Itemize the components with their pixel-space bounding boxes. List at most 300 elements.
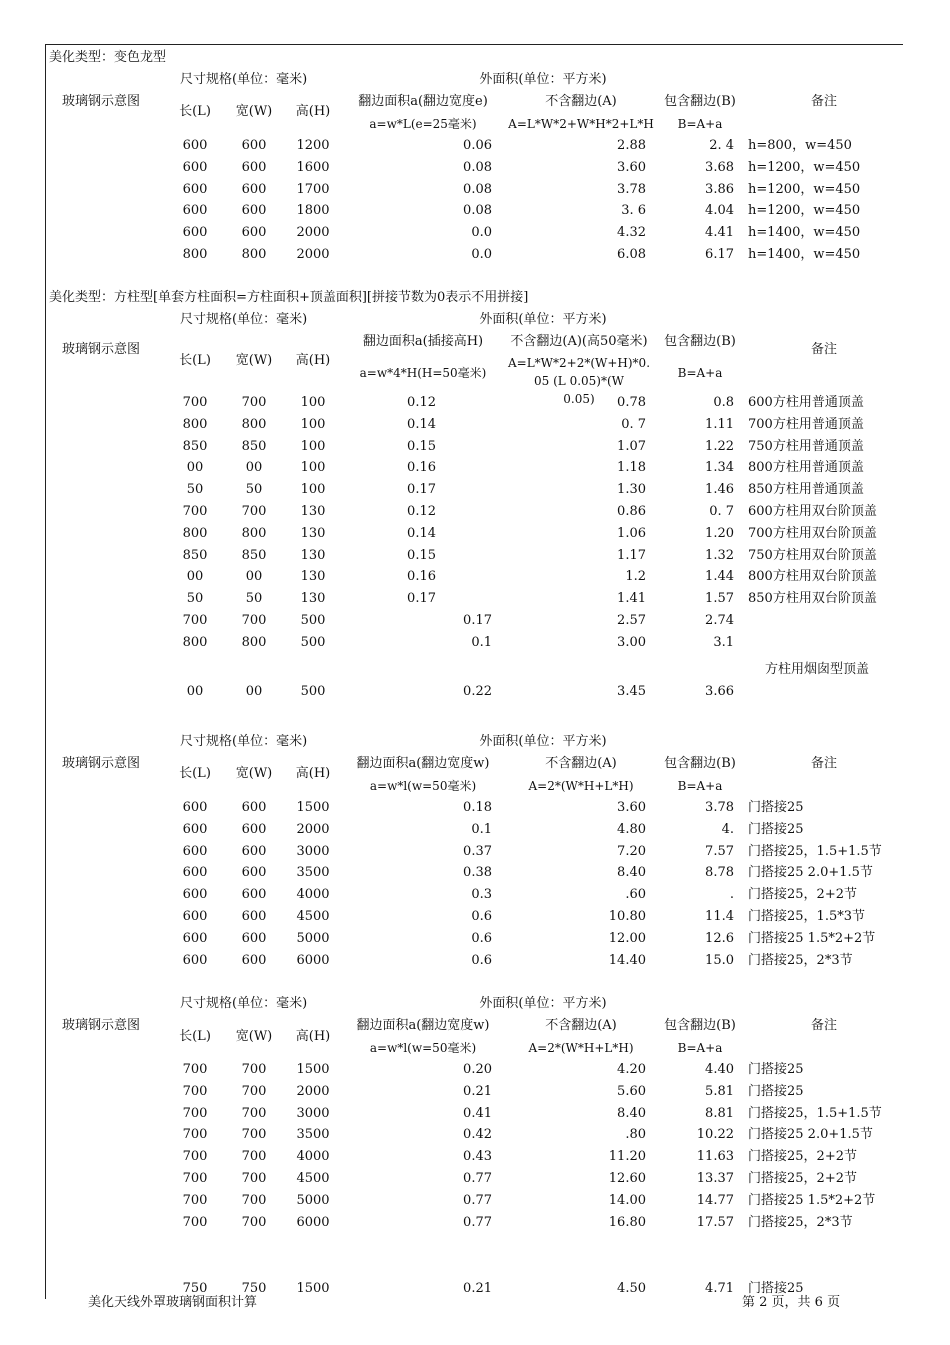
excl-flange-formula: A=2*(W*H+L*H) (528, 1041, 634, 1055)
cell-a: 0.41 (463, 1106, 492, 1121)
cell-n: 850方柱用双台阶顶盖 (748, 591, 877, 606)
cell-h: 1700 (296, 182, 330, 197)
cell-A: 1.17 (617, 548, 646, 563)
cell-l: 700 (182, 504, 208, 519)
cell-w: 700 (241, 1062, 267, 1077)
cell-h: 4500 (296, 909, 330, 924)
cell-h: 6000 (296, 953, 330, 968)
cell-B: 6.17 (705, 247, 734, 262)
cell-h: 130 (300, 504, 326, 519)
cell-B: 4.40 (705, 1062, 734, 1077)
cell-A: 8.40 (617, 865, 646, 880)
cell-h: 130 (300, 548, 326, 563)
cell-n: h=800，w=450 (748, 138, 852, 153)
cell-h: 2000 (296, 247, 330, 262)
cell-w: 850 (241, 548, 267, 563)
height-header: 高(H) (295, 353, 331, 368)
flange-formula: a=w*4*H(H=50毫米) (359, 366, 487, 380)
cell-h: 4000 (296, 887, 330, 902)
cell-l: 700 (182, 1171, 208, 1186)
remarks-header: 备注 (810, 756, 838, 771)
cell-w: 700 (241, 613, 267, 628)
cell-A: 0.78 (617, 395, 646, 410)
cell-w: 600 (241, 800, 267, 815)
cell-B: 8.78 (705, 865, 734, 880)
cell-A: 12.00 (608, 931, 646, 946)
footer-title: 美化天线外罩玻璃钢面积计算 (88, 1295, 258, 1310)
remarks-header: 备注 (810, 94, 838, 109)
cell-w: 700 (241, 1215, 267, 1230)
cell-A: 0. 7 (621, 417, 646, 432)
cell-B: 1.44 (705, 569, 734, 584)
cell-B: 1.57 (705, 591, 734, 606)
cell-l: 800 (182, 526, 208, 541)
cell-w: 700 (241, 1106, 267, 1121)
cell-B: 3.1 (713, 635, 734, 650)
cell-A: 3. 6 (621, 203, 646, 218)
cell-n: h=1200，w=450 (748, 203, 861, 218)
cell-l: 50 (186, 591, 204, 606)
cell-A: 4.20 (617, 1062, 646, 1077)
cell-B: 4.71 (705, 1281, 734, 1296)
cell-a: 0.43 (463, 1149, 492, 1164)
cell-A: 3.45 (617, 684, 646, 699)
cell-w: 00 (245, 569, 263, 584)
chimney-cap-note: 方柱用烟囱型顶盖 (765, 662, 870, 677)
cell-w: 600 (241, 203, 267, 218)
cell-n: h=1200，w=450 (748, 160, 861, 175)
cell-B: 2. 4 (709, 138, 734, 153)
area-header: 外面积(单位：平方米) (479, 312, 607, 327)
cell-A: 0.86 (617, 504, 646, 519)
cell-a: 0.17 (463, 613, 492, 628)
cell-n: 600方柱用普通顶盖 (748, 395, 864, 410)
cell-B: 0.8 (713, 395, 734, 410)
cell-l: 600 (182, 844, 208, 859)
cell-B: 4.41 (705, 225, 734, 240)
cell-a: 0.21 (463, 1084, 492, 1099)
cell-a: 0.22 (463, 684, 492, 699)
cell-l: 700 (182, 1215, 208, 1230)
cell-l: 700 (182, 1084, 208, 1099)
cell-B: 13.37 (696, 1171, 734, 1186)
cell-A: 14.00 (608, 1193, 646, 1208)
section-type-label: 美化类型：方柱型[单套方柱面积=方柱面积+顶盖面积][拼接节数为0表示不用拼接] (49, 290, 529, 305)
cell-a: 0.37 (463, 844, 492, 859)
cell-n: 门搭接25 2.0+1.5节 (748, 1127, 873, 1142)
cell-h: 3500 (296, 1127, 330, 1142)
incl-flange-formula: B=A+a (677, 1041, 723, 1055)
cell-n: 750方柱用普通顶盖 (748, 439, 864, 454)
cell-h: 100 (300, 395, 326, 410)
excl-flange-formula: A=2*(W*H+L*H) (528, 779, 634, 793)
cell-A: 4.80 (617, 822, 646, 837)
cell-l: 700 (182, 1106, 208, 1121)
incl-flange-header: 包含翻边(B) (664, 1018, 736, 1033)
cell-l: 600 (182, 865, 208, 880)
cell-w: 750 (241, 1281, 267, 1296)
cell-a: 0.12 (407, 504, 436, 519)
cell-l: 700 (182, 1127, 208, 1142)
cell-l: 600 (182, 931, 208, 946)
diagram-header: 玻璃钢示意图 (62, 1018, 141, 1033)
cell-A: 2.57 (617, 613, 646, 628)
cell-h: 1500 (296, 1062, 330, 1077)
cell-w: 600 (241, 822, 267, 837)
cell-B: 3.68 (705, 160, 734, 175)
cell-h: 2000 (296, 822, 330, 837)
cell-A: 1.2 (625, 569, 646, 584)
cell-A: 3.60 (617, 160, 646, 175)
cell-a: 0.77 (463, 1193, 492, 1208)
cell-h: 500 (300, 684, 326, 699)
cell-a: 0.6 (471, 931, 492, 946)
cell-a: 0.08 (463, 203, 492, 218)
cell-w: 850 (241, 439, 267, 454)
cell-n: 800方柱用普通顶盖 (748, 460, 864, 475)
cell-a: 0.15 (407, 439, 436, 454)
cell-l: 600 (182, 953, 208, 968)
flange-formula: a=w*l(w=50毫米) (369, 1041, 477, 1055)
excl-flange-formula: 05 (L 0.05)*(W (534, 374, 624, 388)
cell-A: 6.08 (617, 247, 646, 262)
size-spec-header: 尺寸规格(单位：毫米) (180, 734, 308, 749)
cell-h: 3000 (296, 1106, 330, 1121)
cell-a: 0.38 (463, 865, 492, 880)
cell-w: 50 (245, 482, 263, 497)
length-header: 长(L) (179, 353, 211, 368)
cell-B: 1.20 (705, 526, 734, 541)
area-header: 外面积(单位：平方米) (479, 996, 607, 1011)
cell-w: 600 (241, 138, 267, 153)
incl-flange-formula: B=A+a (677, 366, 723, 380)
cell-B: 3.86 (705, 182, 734, 197)
cell-h: 130 (300, 526, 326, 541)
page-frame-left (45, 44, 46, 1299)
cell-n: 门搭接25，1.5*3节 (748, 909, 865, 924)
length-header: 长(L) (179, 766, 211, 781)
cell-a: 0.77 (463, 1171, 492, 1186)
cell-n: 门搭接25，2+2节 (748, 887, 857, 902)
cell-h: 3500 (296, 865, 330, 880)
cell-h: 1500 (296, 1281, 330, 1296)
cell-h: 1500 (296, 800, 330, 815)
cell-l: 00 (186, 684, 204, 699)
cell-A: 1.41 (617, 591, 646, 606)
cell-l: 750 (182, 1281, 208, 1296)
flange-area-header: 翻边面积a(翻边宽度e) (358, 94, 488, 109)
cell-a: 0.06 (463, 138, 492, 153)
cell-a: 0.12 (407, 395, 436, 410)
cell-w: 600 (241, 844, 267, 859)
cell-n: 门搭接25 2.0+1.5节 (748, 865, 873, 880)
cell-B: 3.78 (705, 800, 734, 815)
diagram-header: 玻璃钢示意图 (62, 94, 141, 109)
cell-B: 3.66 (705, 684, 734, 699)
cell-l: 850 (182, 439, 208, 454)
cell-a: 0.14 (407, 417, 436, 432)
cell-A: 4.32 (617, 225, 646, 240)
cell-w: 50 (245, 591, 263, 606)
cell-w: 600 (241, 953, 267, 968)
cell-n: h=1200，w=450 (748, 182, 861, 197)
excl-flange-header: 不含翻边(A) (545, 1018, 617, 1033)
cell-A: 12.60 (608, 1171, 646, 1186)
page-frame-top (45, 44, 903, 45)
cell-A: 1.07 (617, 439, 646, 454)
cell-l: 00 (186, 569, 204, 584)
cell-a: 0.20 (463, 1062, 492, 1077)
cell-a: 0.42 (463, 1127, 492, 1142)
cell-h: 6000 (296, 1215, 330, 1230)
size-spec-header: 尺寸规格(单位：毫米) (180, 72, 308, 87)
excl-flange-formula: A=L*W*2+2*(W+H)*0. (507, 356, 651, 370)
length-header: 长(L) (179, 1029, 211, 1044)
cell-B: 0. 7 (709, 504, 734, 519)
cell-n: 700方柱用普通顶盖 (748, 417, 864, 432)
excl-flange-header: 不含翻边(A)(高50毫米) (510, 334, 648, 349)
cell-B: 8.81 (705, 1106, 734, 1121)
cell-A: 8.40 (617, 1106, 646, 1121)
cell-a: 0.14 (407, 526, 436, 541)
cell-n: 门搭接25 (748, 800, 804, 815)
width-header: 宽(W) (235, 104, 273, 119)
cell-l: 00 (186, 460, 204, 475)
cell-B: 14.77 (696, 1193, 734, 1208)
cell-A: .80 (625, 1127, 646, 1142)
flange-formula: a=w*L(e=25毫米) (369, 117, 477, 131)
cell-h: 2000 (296, 225, 330, 240)
diagram-header: 玻璃钢示意图 (62, 342, 141, 357)
cell-l: 50 (186, 482, 204, 497)
cell-w: 600 (241, 225, 267, 240)
cell-w: 700 (241, 504, 267, 519)
cell-l: 700 (182, 395, 208, 410)
flange-formula: a=w*l(w=50毫米) (369, 779, 477, 793)
cell-n: 门搭接25，2*3节 (748, 1215, 853, 1230)
width-header: 宽(W) (235, 1029, 273, 1044)
incl-flange-formula: B=A+a (677, 117, 723, 131)
cell-w: 700 (241, 1127, 267, 1142)
cell-n: 门搭接25 (748, 822, 804, 837)
cell-n: 700方柱用双台阶顶盖 (748, 526, 877, 541)
cell-a: 0.6 (471, 909, 492, 924)
cell-n: 门搭接25 (748, 1084, 804, 1099)
cell-A: 2.88 (617, 138, 646, 153)
cell-n: h=1400，w=450 (748, 247, 861, 262)
cell-a: 0.08 (463, 160, 492, 175)
cell-B: 1.22 (705, 439, 734, 454)
cell-w: 700 (241, 1149, 267, 1164)
cell-n: 门搭接25，2*3节 (748, 953, 853, 968)
cell-l: 600 (182, 160, 208, 175)
cell-B: 1.11 (705, 417, 734, 432)
cell-a: 0.17 (407, 482, 436, 497)
width-header: 宽(W) (235, 353, 273, 368)
cell-a: 0.3 (471, 887, 492, 902)
cell-n: 门搭接25 (748, 1062, 804, 1077)
cell-l: 700 (182, 1193, 208, 1208)
incl-flange-header: 包含翻边(B) (664, 334, 736, 349)
cell-B: 10.22 (696, 1127, 734, 1142)
cell-A: 10.80 (608, 909, 646, 924)
size-spec-header: 尺寸规格(单位：毫米) (180, 312, 308, 327)
cell-A: 3.00 (617, 635, 646, 650)
cell-h: 3000 (296, 844, 330, 859)
cell-l: 600 (182, 800, 208, 815)
cell-B: 12.6 (705, 931, 734, 946)
cell-l: 700 (182, 1062, 208, 1077)
cell-h: 5000 (296, 1193, 330, 1208)
cell-a: 0.16 (407, 569, 436, 584)
cell-B: 17.57 (696, 1215, 734, 1230)
cell-l: 700 (182, 1149, 208, 1164)
cell-a: 0.15 (407, 548, 436, 563)
section-type-label: 美化类型：变色龙型 (49, 50, 167, 65)
height-header: 高(H) (295, 104, 331, 119)
cell-h: 4000 (296, 1149, 330, 1164)
excl-flange-header: 不含翻边(A) (545, 756, 617, 771)
cell-B: 11.63 (696, 1149, 734, 1164)
excl-flange-header: 不含翻边(A) (545, 94, 617, 109)
cell-A: 4.50 (617, 1281, 646, 1296)
cell-h: 1200 (296, 138, 330, 153)
excl-flange-formula: A=L*W*2+W*H*2+L*H (508, 117, 654, 131)
cell-w: 800 (241, 417, 267, 432)
cell-a: 0.0 (471, 247, 492, 262)
cell-w: 600 (241, 160, 267, 175)
cell-n: 门搭接25 1.5*2+2节 (748, 931, 876, 946)
cell-w: 800 (241, 247, 267, 262)
cell-B: 1.34 (705, 460, 734, 475)
cell-A: 1.06 (617, 526, 646, 541)
cell-l: 800 (182, 417, 208, 432)
cell-w: 800 (241, 526, 267, 541)
cell-B: 4.04 (705, 203, 734, 218)
size-spec-header: 尺寸规格(单位：毫米) (180, 996, 308, 1011)
cell-a: 0.16 (407, 460, 436, 475)
cell-h: 100 (300, 417, 326, 432)
height-header: 高(H) (295, 1029, 331, 1044)
cell-B: 7.57 (705, 844, 734, 859)
cell-n: 门搭接25 (748, 1281, 804, 1296)
excl-flange-formula: 0.05) (563, 392, 595, 406)
cell-A: 16.80 (608, 1215, 646, 1230)
cell-l: 850 (182, 548, 208, 563)
cell-n: 门搭接25，1.5+1.5节 (748, 844, 882, 859)
cell-w: 700 (241, 395, 267, 410)
cell-B: 11.4 (705, 909, 734, 924)
cell-n: 750方柱用双台阶顶盖 (748, 548, 877, 563)
cell-w: 600 (241, 909, 267, 924)
cell-A: 3.60 (617, 800, 646, 815)
area-header: 外面积(单位：平方米) (479, 734, 607, 749)
cell-a: 0.18 (463, 800, 492, 815)
cell-h: 100 (300, 482, 326, 497)
cell-A: 1.18 (617, 460, 646, 475)
cell-B: 5.81 (705, 1084, 734, 1099)
cell-h: 2000 (296, 1084, 330, 1099)
cell-a: 0.08 (463, 182, 492, 197)
cell-a: 0.17 (407, 591, 436, 606)
incl-flange-header: 包含翻边(B) (664, 756, 736, 771)
cell-w: 600 (241, 865, 267, 880)
cell-l: 800 (182, 247, 208, 262)
cell-h: 500 (300, 635, 326, 650)
cell-a: 0.0 (471, 225, 492, 240)
width-header: 宽(W) (235, 766, 273, 781)
cell-w: 00 (245, 460, 263, 475)
cell-w: 700 (241, 1193, 267, 1208)
cell-h: 100 (300, 439, 326, 454)
diagram-header: 玻璃钢示意图 (62, 756, 141, 771)
cell-n: 850方柱用普通顶盖 (748, 482, 864, 497)
cell-w: 800 (241, 635, 267, 650)
cell-h: 130 (300, 591, 326, 606)
cell-w: 700 (241, 1084, 267, 1099)
cell-h: 500 (300, 613, 326, 628)
cell-n: 门搭接25，1.5+1.5节 (748, 1106, 882, 1121)
cell-n: h=1400，w=450 (748, 225, 861, 240)
cell-l: 600 (182, 182, 208, 197)
page-number: 第 2 页，共 6 页 (742, 1295, 841, 1310)
cell-B: 15.0 (705, 953, 734, 968)
incl-flange-header: 包含翻边(B) (664, 94, 736, 109)
cell-l: 600 (182, 909, 208, 924)
remarks-header: 备注 (810, 1018, 838, 1033)
cell-l: 700 (182, 613, 208, 628)
cell-B: 4. (721, 822, 734, 837)
cell-w: 600 (241, 887, 267, 902)
cell-l: 800 (182, 635, 208, 650)
cell-n: 800方柱用双台阶顶盖 (748, 569, 877, 584)
cell-a: 0.1 (471, 635, 492, 650)
cell-B: 1.32 (705, 548, 734, 563)
cell-A: 14.40 (608, 953, 646, 968)
cell-h: 5000 (296, 931, 330, 946)
flange-area-header: 翻边面积a(插接高H) (362, 334, 484, 349)
cell-l: 600 (182, 887, 208, 902)
cell-a: 0.1 (471, 822, 492, 837)
cell-h: 130 (300, 569, 326, 584)
cell-n: 门搭接25 1.5*2+2节 (748, 1193, 876, 1208)
flange-area-header: 翻边面积a(翻边宽度w) (356, 756, 490, 771)
cell-A: 11.20 (608, 1149, 646, 1164)
cell-B: . (729, 887, 734, 902)
cell-w: 600 (241, 182, 267, 197)
cell-a: 0.6 (471, 953, 492, 968)
cell-l: 600 (182, 225, 208, 240)
height-header: 高(H) (295, 766, 331, 781)
cell-h: 1600 (296, 160, 330, 175)
cell-h: 100 (300, 460, 326, 475)
cell-n: 600方柱用双台阶顶盖 (748, 504, 877, 519)
cell-h: 4500 (296, 1171, 330, 1186)
cell-l: 600 (182, 203, 208, 218)
length-header: 长(L) (179, 104, 211, 119)
cell-B: 2.74 (705, 613, 734, 628)
incl-flange-formula: B=A+a (677, 779, 723, 793)
cell-a: 0.77 (463, 1215, 492, 1230)
cell-l: 600 (182, 822, 208, 837)
cell-w: 600 (241, 931, 267, 946)
area-header: 外面积(单位：平方米) (479, 72, 607, 87)
cell-B: 1.46 (705, 482, 734, 497)
cell-A: 3.78 (617, 182, 646, 197)
cell-w: 700 (241, 1171, 267, 1186)
flange-area-header: 翻边面积a(翻边宽度w) (356, 1018, 490, 1033)
cell-A: 7.20 (617, 844, 646, 859)
